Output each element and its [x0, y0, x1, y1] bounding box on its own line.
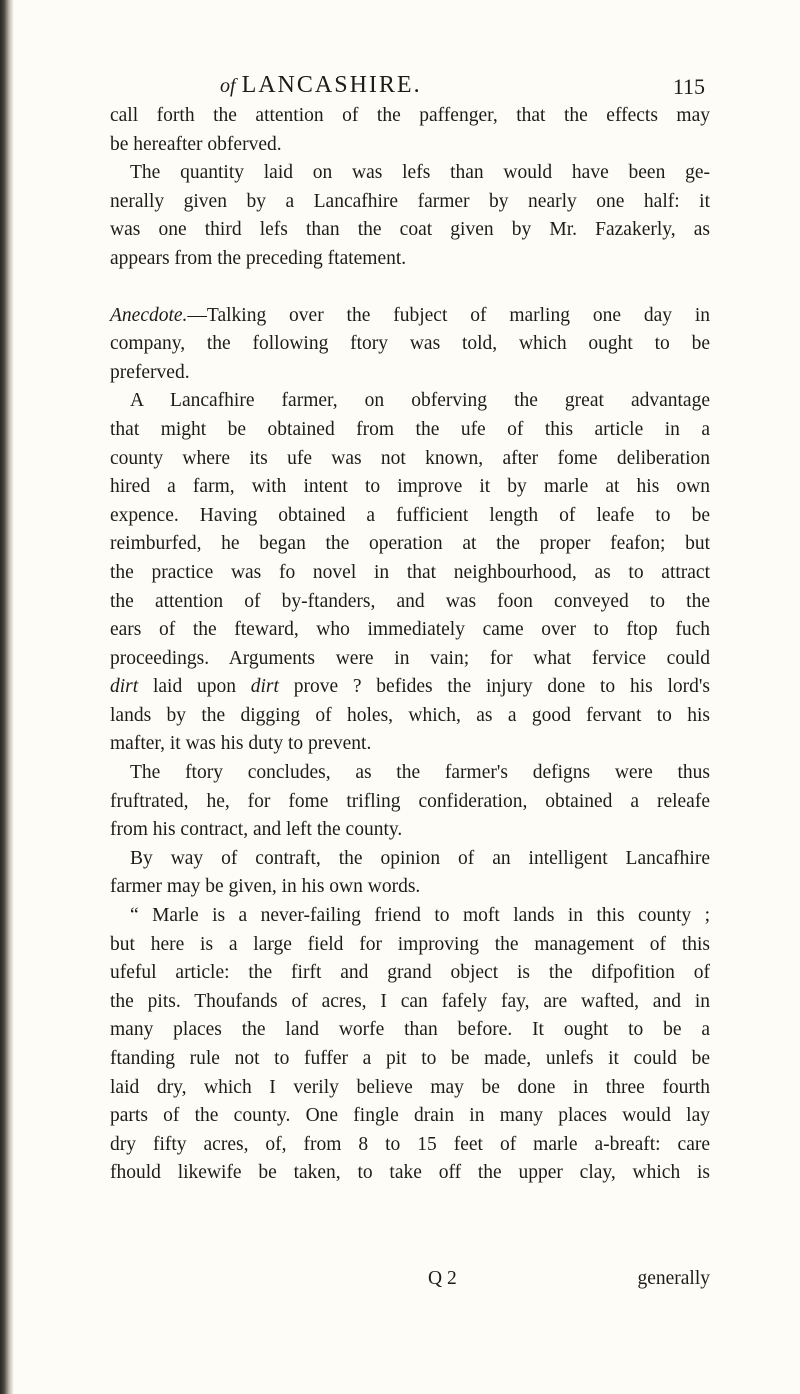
- text-line: call forth the attention of the paffenger, that the effects may: [110, 105, 710, 126]
- text-line: laid dry, which I verily believe may be done in three fourth: [110, 1076, 710, 1098]
- page-footer: [110, 1268, 710, 1298]
- text-line: but here is a large field for improving the management of this: [110, 933, 710, 955]
- running-head: [220, 72, 422, 99]
- text-line: from his contract, and left the county.: [110, 819, 403, 841]
- text-line: nerally given by a Lancafhire farmer by nearly one half: it: [110, 190, 710, 212]
- text-line: [110, 302, 710, 331]
- page-number: 115: [672, 74, 705, 99]
- body-text: [110, 102, 710, 1188]
- text-line: the attention of by-ftanders, and was foon conveyed to the: [110, 590, 710, 612]
- text-line: hired a farm, with intent to improve it by marle at his own: [110, 476, 710, 498]
- text-span: —Talking over the fubject of marling one day in: [187, 304, 710, 326]
- text-span: prove ? befides the injury done to his lord's: [278, 676, 710, 698]
- text-line: reimburfed, he began the operation at the proper feafon; but: [110, 533, 710, 555]
- text-line: expence. Having obtained a fufficient length of leafe to be: [110, 504, 710, 526]
- running-head-of: of: [220, 75, 236, 97]
- text-line: parts of the county. One fingle drain in many places would lay: [110, 1105, 710, 1127]
- text-line: county where its ufe was not known, after fome deliberation: [110, 447, 710, 469]
- text-line: the pits. Thoufands of acres, I can fafely fay, are wafted, and in: [110, 990, 710, 1012]
- text-line: proceedings. Arguments were in vain; for what fervice could: [110, 647, 710, 669]
- text-line: lands by the digging of holes, which, as a good fervant to his: [110, 704, 710, 726]
- text-line: preferved.: [110, 361, 190, 383]
- text-line: many places the land worfe than before. It ought to be a: [110, 1019, 710, 1041]
- running-head-title: LANCASHIRE.: [241, 72, 422, 98]
- text-line: [110, 673, 710, 702]
- text-line: dry fifty acres, of, from 8 to 15 feet of marle a-breaft: care: [110, 1133, 710, 1155]
- text-line: A Lancafhire farmer, on obferving the great advantage: [130, 390, 710, 412]
- text-line: the practice was fo novel in that neighbourhood, as to attract: [110, 561, 710, 583]
- text-line: mafter, it was his duty to prevent.: [110, 733, 372, 755]
- text-line: “ Marle is a never-failing friend to moft lands in this county ;: [130, 905, 710, 927]
- text-line: company, the following ftory was told, which ought to be: [110, 333, 710, 355]
- text-line: By way of contraft, the opinion of an intelligent Lancafhire: [130, 847, 710, 869]
- anecdote-heading: Anecdote.: [110, 304, 188, 326]
- italic-word: dirt: [250, 676, 279, 698]
- paragraph-gap: [110, 274, 710, 302]
- italic-word: dirt: [110, 676, 139, 698]
- text-line: fhould likewife be taken, to take off the upper clay, which is: [110, 1162, 710, 1184]
- catchword: generally: [637, 1268, 710, 1289]
- text-line: The ftory concludes, as the farmer's defigns were thus: [130, 762, 710, 784]
- text-line: fruftrated, he, for fome trifling confideration, obtained a releafe: [110, 790, 710, 812]
- text-line: ears of the fteward, who immediately came over to ftop fuch: [110, 619, 710, 641]
- text-line: ftanding rule not to fuffer a pit to be made, unlefs it could be: [110, 1048, 710, 1069]
- text-line: The quantity laid on was lefs than would have been ge-: [130, 162, 710, 184]
- text-line: ufeful article: the firft and grand object is the difpofition of: [110, 962, 710, 984]
- text-line: be hereafter obferved.: [110, 133, 282, 155]
- text-line: that might be obtained from the ufe of this article in a: [110, 418, 710, 440]
- signature-mark: Q 2: [428, 1268, 457, 1289]
- text-line: appears from the preceding ftatement.: [110, 247, 407, 269]
- text-line: farmer may be given, in his own words.: [110, 876, 421, 898]
- text-line: was one third lefs than the coat given by Mr. Fazakerly, as: [110, 219, 710, 241]
- text-span: laid upon: [138, 676, 251, 698]
